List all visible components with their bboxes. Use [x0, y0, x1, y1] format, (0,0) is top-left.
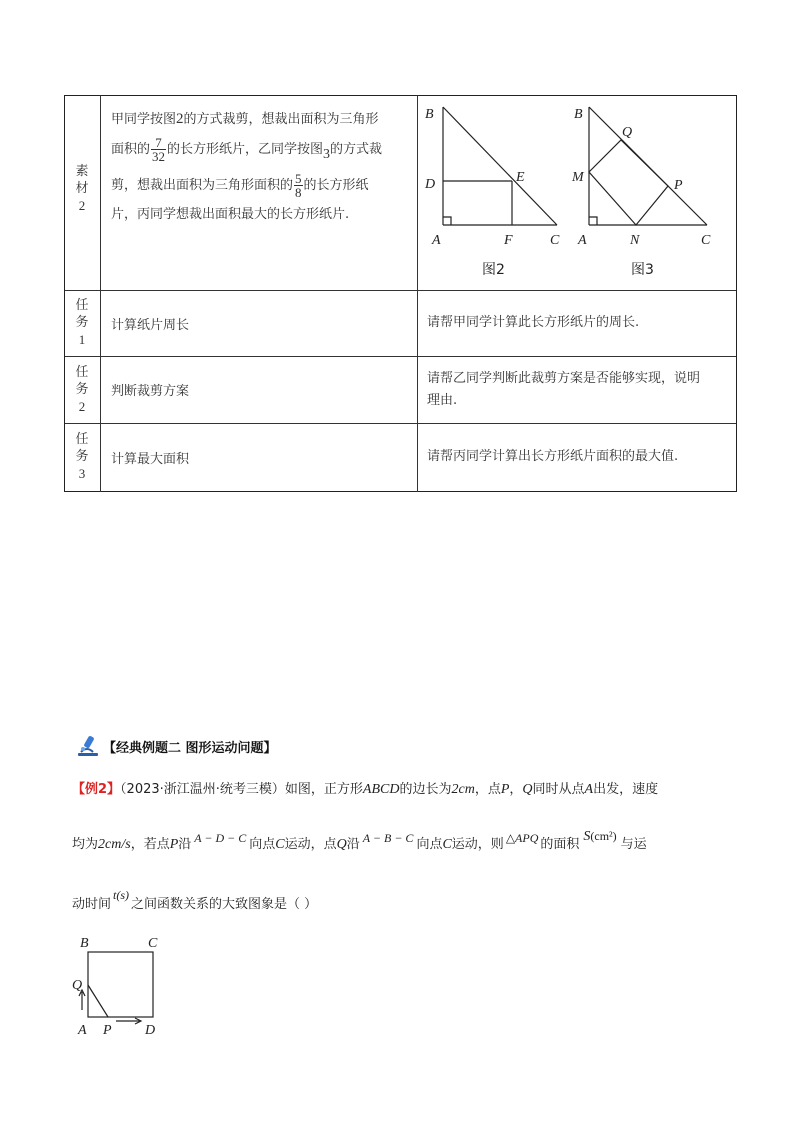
label-A: A	[78, 1023, 87, 1038]
table-border-top	[64, 95, 737, 96]
example-figure	[70, 932, 170, 1042]
row-divider	[64, 356, 737, 357]
section-heading	[75, 734, 277, 758]
label-C: C	[701, 233, 711, 248]
figure-3-caption: 图3	[631, 262, 654, 278]
task-table	[64, 95, 737, 492]
task-3-desc: 请帮丙同学计算出长方形纸片面积的最大值.	[427, 449, 679, 464]
row-divider	[64, 423, 737, 424]
example-line-1: 【例2】（2023·浙江温州·统考三模）如图，正方形ABCD的边长为2cm，点P，Q同时从点A出发，速度	[72, 782, 659, 797]
task-1-desc: 请帮甲同学计算此长方形纸片的周长.	[427, 315, 640, 330]
label-F: F	[504, 233, 513, 248]
label-P: P	[674, 178, 683, 193]
example-line-2: 均为2cm/s，若点P沿 A − D − C 向点C运动，点Q沿 A − B − C 向点C运动，则 △APQ 的面积S(cm²)与运	[72, 829, 647, 852]
task-2-desc: 请帮乙同学判断此裁剪方案是否能够实现，说明 理由.	[427, 371, 701, 408]
label-N: N	[630, 233, 640, 248]
section-title: 【经典例题二 图形运动问题】	[103, 740, 277, 756]
label-C: C	[148, 936, 158, 951]
example-tag: 【例2】	[72, 782, 121, 797]
material-description: 甲同学按图2的方式裁剪，想裁出面积为三角形 面积的 $\frac{7}{32}$ 的长方形纸片，乙同学按图 3 的方式裁 剪，想裁出面积为三角形面积的 $\frac{5}{8}$ 的长方形纸 片，丙同学想裁出面积最大的长方形纸片.	[111, 111, 383, 222]
table-border-bottom	[64, 491, 737, 492]
label-Q: Q	[622, 125, 633, 140]
label-B: B	[574, 107, 583, 122]
task-1-label: 任 务 1	[75, 298, 89, 347]
label-E: E	[516, 170, 525, 185]
label-C: C	[550, 233, 560, 248]
table-border-right	[736, 95, 737, 492]
figure-3	[570, 99, 720, 285]
label-P: P	[103, 1023, 112, 1038]
example-line-3: 动时间t(s)之间函数关系的大致图象是（ ）	[72, 888, 318, 912]
label-A: A	[578, 233, 587, 248]
material-label: 素 材 2	[75, 164, 89, 213]
task-2-name: 判断裁剪方案	[111, 384, 190, 399]
label-M: M	[572, 170, 584, 185]
col-divider	[100, 95, 101, 492]
task-3-name: 计算最大面积	[111, 452, 190, 467]
figure-2	[420, 99, 560, 285]
label-B: B	[425, 107, 434, 122]
fraction-7-32: $\frac{7}{32}$	[152, 134, 166, 164]
label-D: D	[425, 177, 436, 192]
fraction-5-8: $\frac{5}{8}$	[295, 170, 302, 200]
row-divider	[64, 290, 737, 291]
label-Q: Q	[72, 978, 83, 993]
task-1-name: 计算纸片周长	[111, 318, 190, 333]
microscope-icon	[75, 734, 101, 758]
label-A: A	[432, 233, 441, 248]
task-3-label: 任 务 3	[75, 432, 89, 481]
label-B: B	[80, 936, 89, 951]
label-D: D	[145, 1023, 156, 1038]
task-2-label: 任 务 2	[75, 365, 89, 414]
col-divider	[417, 95, 418, 492]
figure-2-caption: 图2	[482, 262, 505, 278]
